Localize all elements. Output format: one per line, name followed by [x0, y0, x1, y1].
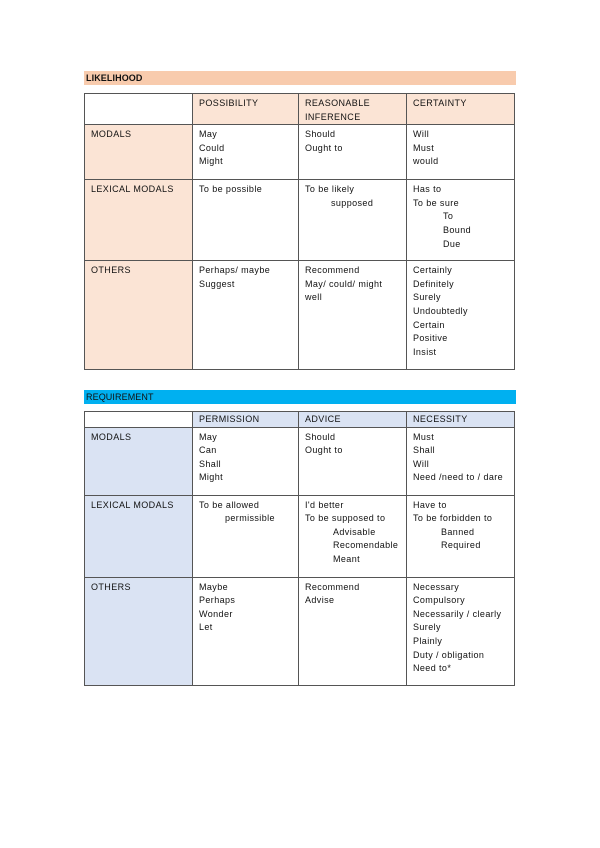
header-corner — [85, 412, 193, 428]
table-cell: Will Must would — [407, 125, 515, 180]
table-cell: Recommend Advise — [299, 577, 407, 685]
table-row — [85, 180, 515, 261]
header-line: INFERENCE — [305, 111, 361, 122]
header-necessity: NECESSITY — [407, 412, 515, 428]
header-reasonable-inference — [299, 94, 407, 125]
table-cell: Has to To be sure To Bound Due — [407, 180, 515, 261]
table-cell: To be allowed permissible — [193, 495, 299, 577]
table-cell: Have to To be forbidden to Banned Required — [407, 495, 515, 577]
requirement-title: REQUIREMENT — [84, 390, 516, 404]
row-label: LEXICAL MODALS — [85, 495, 193, 577]
likelihood-table — [84, 93, 515, 370]
table-cell: Recommend May/ could/ might well — [299, 261, 407, 370]
table-cell: Necessary Compulsory Necessarily / clearly Surely Plainly Duty / obligation Need to* — [407, 577, 515, 685]
table-cell: Should Ought to — [299, 427, 407, 495]
table-cell: Certainly Definitely Surely Undoubtedly Certain Positive Insist — [407, 261, 515, 370]
likelihood-title: LIKELIHOOD — [84, 71, 516, 85]
row-label: OTHERS — [85, 577, 193, 685]
table-row — [85, 427, 515, 495]
requirement-table — [84, 411, 515, 686]
row-label: MODALS — [85, 125, 193, 180]
header-corner — [85, 94, 193, 125]
table-cell: Should Ought to — [299, 125, 407, 180]
header-line: REASONABLE — [305, 98, 371, 108]
table-cell: Perhaps/ maybe Suggest — [193, 261, 299, 370]
table-cell: I'd better To be supposed to Advisable Recomendable Meant — [299, 495, 407, 577]
header-certainty: CERTAINTY — [407, 94, 515, 125]
table-header-row — [85, 94, 515, 125]
table-row — [85, 125, 515, 180]
header-possibility: POSSIBILITY — [193, 94, 299, 125]
table-cell: To be likely supposed — [299, 180, 407, 261]
table-cell: May Can Shall Might — [193, 427, 299, 495]
table-row — [85, 261, 515, 370]
row-label: LEXICAL MODALS — [85, 180, 193, 261]
table-cell: May Could Might — [193, 125, 299, 180]
row-label: MODALS — [85, 427, 193, 495]
header-permission: PERMISSION — [193, 412, 299, 428]
header-advice: ADVICE — [299, 412, 407, 428]
table-cell: To be possible — [193, 180, 299, 261]
table-cell: Maybe Perhaps Wonder Let — [193, 577, 299, 685]
table-header-row — [85, 412, 515, 428]
table-cell: Must Shall Will Need /need to / dare — [407, 427, 515, 495]
table-row — [85, 495, 515, 577]
table-row — [85, 577, 515, 685]
row-label: OTHERS — [85, 261, 193, 370]
